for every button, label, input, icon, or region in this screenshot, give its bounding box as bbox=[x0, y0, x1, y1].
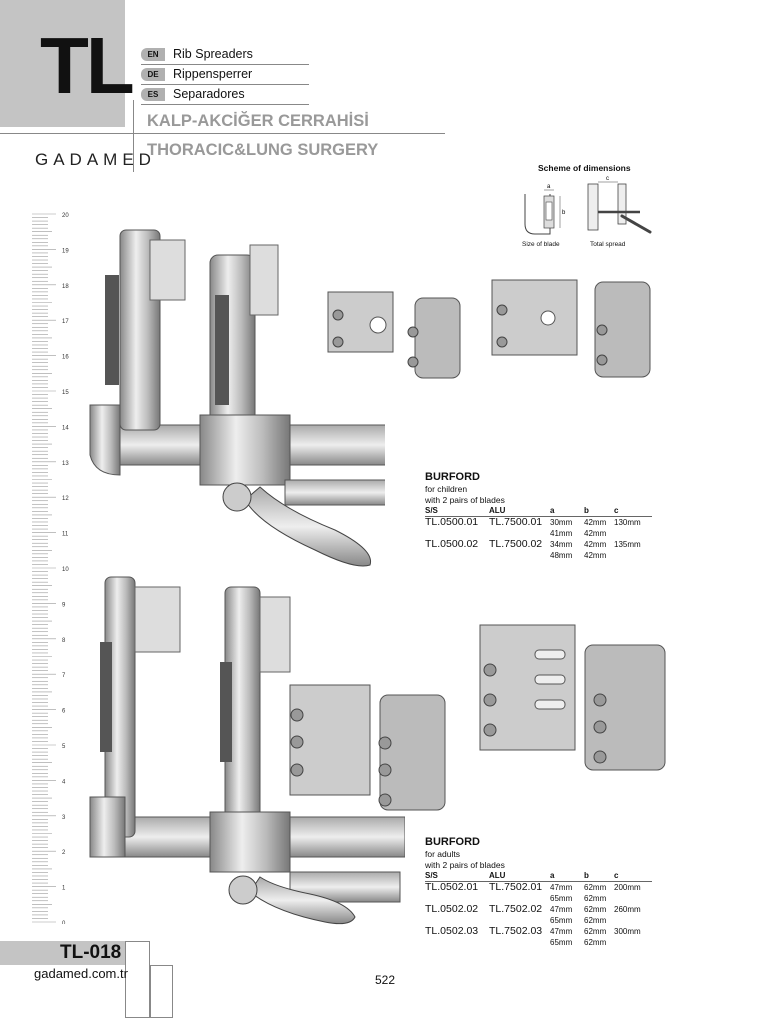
table-cell-a: 41mm bbox=[550, 529, 573, 538]
table-cell-alu: TL.7502.01 bbox=[489, 881, 543, 893]
table-cell-ss: TL.0500.01 bbox=[425, 516, 479, 528]
ruler-label: 11 bbox=[62, 531, 69, 538]
col-header: S/S bbox=[425, 871, 489, 882]
ruler-label: 2 bbox=[62, 850, 66, 857]
table-row bbox=[425, 539, 652, 550]
lang-code: EN bbox=[141, 48, 165, 61]
ruler-label: 19 bbox=[62, 248, 69, 255]
ruler-label: 0 bbox=[62, 921, 66, 924]
spec-table bbox=[425, 506, 652, 561]
table-row bbox=[425, 904, 652, 915]
scheme-title: Scheme of dimensions bbox=[538, 163, 631, 173]
ruler-label: 9 bbox=[62, 602, 66, 609]
brand-logo: GADAMED bbox=[35, 150, 156, 169]
table-cell-a: 34mm bbox=[550, 540, 573, 549]
page-code: TL-018 bbox=[60, 942, 122, 963]
table-cell-ss bbox=[425, 550, 489, 561]
table-cell-b: 62mm bbox=[584, 894, 607, 903]
product-name: BURFORD bbox=[425, 471, 480, 483]
table-cell-a: 47mm bbox=[550, 927, 573, 936]
table-cell-alu: TL.7502.03 bbox=[489, 925, 543, 937]
lang-row-en bbox=[141, 46, 309, 65]
ruler-label: 7 bbox=[62, 673, 66, 680]
table-row bbox=[425, 550, 652, 561]
ruler-label: 4 bbox=[62, 779, 66, 786]
table-cell-alu: TL.7500.01 bbox=[489, 516, 543, 528]
total-spread-label: Total spread bbox=[590, 241, 626, 248]
table-cell-a: 48mm bbox=[550, 551, 573, 560]
ruler-label: 20 bbox=[62, 213, 69, 219]
table-cell-alu: TL.7500.02 bbox=[489, 538, 543, 550]
table-cell-alu bbox=[489, 937, 550, 948]
table-cell-alu: TL.7502.02 bbox=[489, 903, 543, 915]
table-cell-c: 200mm bbox=[614, 883, 641, 892]
table-row bbox=[425, 882, 652, 894]
page-number: 522 bbox=[375, 973, 396, 987]
table-cell-c bbox=[614, 937, 652, 948]
table-cell-ss: TL.0500.02 bbox=[425, 538, 479, 550]
ruler-label: 15 bbox=[62, 390, 69, 396]
lang-code: DE bbox=[141, 68, 165, 81]
size-of-blade-label: Size of blade bbox=[522, 241, 560, 248]
table-cell-a: 30mm bbox=[550, 518, 573, 527]
table-cell-a: 65mm bbox=[550, 894, 573, 903]
product-desc: with 2 pairs of blades bbox=[425, 860, 505, 870]
table-cell-b: 62mm bbox=[584, 927, 607, 936]
lang-code: ES bbox=[141, 88, 165, 101]
table-cell-ss: TL.0502.01 bbox=[425, 881, 479, 893]
scheme-of-dimensions bbox=[500, 160, 670, 260]
ruler-label: 18 bbox=[62, 283, 69, 290]
table-cell-b: 62mm bbox=[584, 905, 607, 914]
ruler-label: 3 bbox=[62, 814, 66, 821]
ruler-label: 6 bbox=[62, 708, 66, 715]
col-header: b bbox=[584, 506, 614, 517]
website-link[interactable]: gadamed.com.tr bbox=[34, 966, 128, 981]
section-title-tr: KALP-AKCİĞER CERRAHİSİ bbox=[147, 112, 369, 130]
table-cell-c bbox=[614, 915, 652, 926]
ruler-label: 16 bbox=[62, 354, 69, 361]
table-cell-b: 42mm bbox=[584, 518, 607, 527]
table-cell-a: 47mm bbox=[550, 905, 573, 914]
table-cell-b: 42mm bbox=[584, 551, 607, 560]
label-b: b bbox=[562, 210, 566, 216]
lang-text: Rippensperrer bbox=[173, 67, 253, 81]
ruler-label: 10 bbox=[62, 567, 69, 573]
ruler-label: 12 bbox=[62, 496, 69, 503]
cm-ruler bbox=[32, 212, 82, 924]
table-cell-c: 300mm bbox=[614, 927, 641, 936]
spec-table bbox=[425, 871, 652, 948]
table-cell-ss: TL.0502.02 bbox=[425, 903, 479, 915]
col-header: b bbox=[584, 871, 614, 882]
product-name: BURFORD bbox=[425, 836, 480, 848]
table-row bbox=[425, 517, 652, 529]
table-cell-c bbox=[614, 528, 652, 539]
table-cell-c: 260mm bbox=[614, 905, 641, 914]
burford-children-blades-photo bbox=[320, 270, 660, 385]
table-cell-c bbox=[614, 893, 652, 904]
ruler-label: 1 bbox=[62, 885, 66, 892]
table-cell-b: 62mm bbox=[584, 883, 607, 892]
product-desc: with 2 pairs of blades bbox=[425, 495, 505, 505]
table-row bbox=[425, 937, 652, 948]
product-spec-children bbox=[425, 471, 655, 561]
footer-box bbox=[150, 965, 173, 1018]
lang-text: Rib Spreaders bbox=[173, 47, 253, 61]
footer-box bbox=[125, 941, 150, 1018]
category-tab bbox=[0, 0, 132, 127]
burford-adult-blades-photo bbox=[285, 615, 670, 815]
product-spec-adults bbox=[425, 836, 655, 948]
col-header: c bbox=[614, 506, 652, 517]
col-header: S/S bbox=[425, 506, 489, 517]
lang-text: Separadores bbox=[173, 87, 245, 101]
table-cell-ss: TL.0502.03 bbox=[425, 925, 479, 937]
col-header: ALU bbox=[489, 871, 550, 882]
col-header: a bbox=[550, 506, 584, 517]
table-cell-c: 135mm bbox=[614, 540, 641, 549]
ruler-label: 14 bbox=[62, 425, 69, 432]
divider bbox=[0, 133, 445, 134]
table-cell-b: 42mm bbox=[584, 540, 607, 549]
table-cell-c: 130mm bbox=[614, 518, 641, 527]
table-cell-a: 47mm bbox=[550, 883, 573, 892]
table-row bbox=[425, 926, 652, 937]
category-code: TL bbox=[40, 21, 132, 110]
col-header: a bbox=[550, 871, 584, 882]
lang-row-de bbox=[141, 66, 309, 85]
table-cell-alu bbox=[489, 550, 550, 561]
ruler-label: 5 bbox=[62, 744, 66, 750]
ruler-label: 17 bbox=[62, 319, 69, 326]
table-cell-c bbox=[614, 550, 652, 561]
lang-row-es bbox=[141, 86, 309, 105]
product-desc: for children bbox=[425, 484, 468, 494]
table-cell-a: 65mm bbox=[550, 938, 573, 947]
table-cell-ss bbox=[425, 937, 489, 948]
section-title-en: THORACIC&LUNG SURGERY bbox=[147, 141, 379, 159]
ruler-label: 13 bbox=[62, 460, 69, 467]
ruler-label: 8 bbox=[62, 637, 66, 644]
col-header: c bbox=[614, 871, 652, 882]
table-cell-b: 42mm bbox=[584, 529, 607, 538]
table-cell-b: 62mm bbox=[584, 916, 607, 925]
label-c: c bbox=[606, 176, 609, 182]
table-cell-b: 62mm bbox=[584, 938, 607, 947]
product-desc: for adults bbox=[425, 849, 460, 859]
table-cell-a: 65mm bbox=[550, 916, 573, 925]
label-a: a bbox=[547, 184, 551, 190]
col-header: ALU bbox=[489, 506, 550, 517]
